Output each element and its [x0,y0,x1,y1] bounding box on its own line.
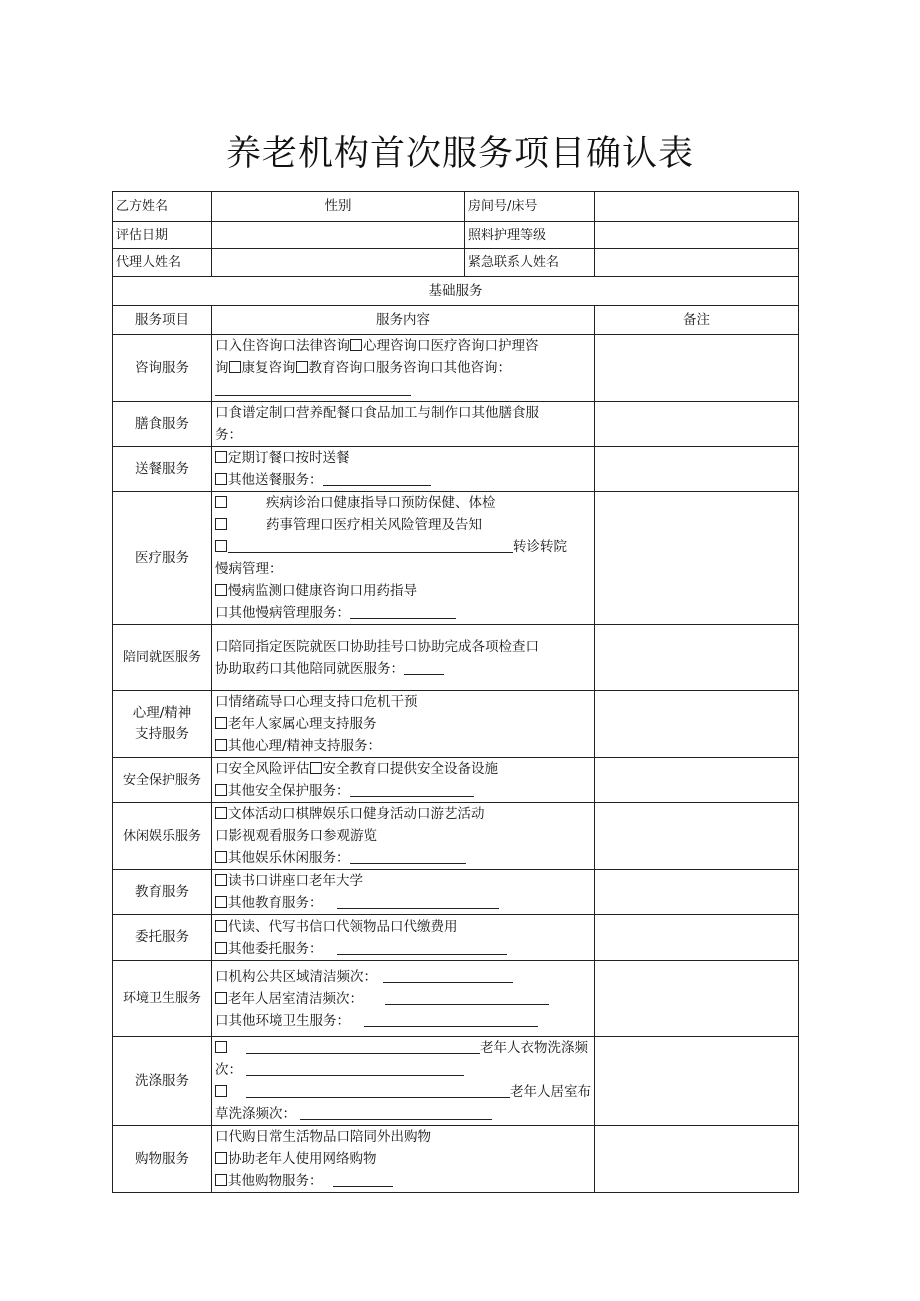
row-name-leisure: 休闲娱乐服务 [113,803,212,870]
room-cleaning-field[interactable] [385,990,549,1005]
agent-name-label: 代理人姓名 [113,249,212,277]
row-content-meal [212,402,595,447]
checkbox-other-psych[interactable] [215,739,227,751]
header-remark: 备注 [595,306,799,335]
section-title: 基础服务 [113,277,799,306]
table-row [113,625,799,691]
medical-line6: 口其他慢病管理服务： [215,605,350,621]
row-name-entrust: 委托服务 [113,915,212,961]
row-content-escort [212,625,595,691]
gender-label: 性别 [212,192,465,222]
shopping-line1: 口代购日常生活物品口陪同外出购物 [215,1129,431,1145]
row-name-shopping: 购物服务 [113,1126,212,1193]
table-row [113,803,799,870]
assess-date-label: 评估日期 [113,222,212,249]
checkbox-other-leisure[interactable] [215,851,227,863]
remark-medical[interactable] [595,492,799,625]
medical-line1: 疾病诊治口健康指导口预防保健、体检 [266,495,496,511]
delivery-other-field[interactable] [323,471,431,486]
row-content-consult [212,335,595,402]
shopping-other-field[interactable] [333,1172,393,1187]
safety-line2: 其他安全保护服务： [228,783,350,799]
remark-delivery[interactable] [595,447,799,492]
escort-line2: 协助取药口其他陪同就医服务： [215,660,404,677]
clothes-freq-field[interactable] [246,1061,464,1076]
table-row [113,758,799,803]
edu-line2: 其他教育服务： [228,895,323,911]
form-title: 养老机构首次服务项目确认表 [225,134,694,174]
psych-name-line2: 支持服务 [135,726,189,742]
shopping-line3: 其他购物服务： [228,1173,323,1189]
row-content-laundry [212,1037,595,1126]
remark-entrust[interactable] [595,915,799,961]
delivery-line2: 其他送餐服务： [228,472,323,488]
consult-other-field[interactable] [215,381,411,396]
assess-date-value[interactable] [212,222,465,249]
escort-other-field[interactable] [404,660,444,675]
consult-line2c: 教育咨询口服务咨询口其他咨询： [308,360,511,376]
row-content-leisure [212,803,595,870]
row-content-medical [212,492,595,625]
table-row [113,915,799,961]
checkbox-referral[interactable] [215,540,227,552]
row-name-laundry: 洗涤服务 [113,1037,212,1126]
hygiene-line2: 老年人居室清洁频次： [228,990,363,1007]
laundry-line4: 草洗涤频次： [215,1106,296,1122]
row-name-medical: 医疗服务 [113,492,212,625]
table-row [113,1126,799,1193]
table-row [113,961,799,1037]
row-name-safety: 安全保护服务 [113,758,212,803]
header-item: 服务项目 [113,306,212,335]
emergency-contact-value[interactable] [595,249,799,277]
leisure-line1: 文体活动口棋牌娱乐口健身活动口游艺活动 [228,806,485,822]
medical-line3: 转诊转院 [513,539,567,555]
room-bed-label: 房间号/床号 [465,192,595,222]
checkbox-sports-culture[interactable] [215,807,227,819]
consult-line2b: 康复咨询 [241,360,296,376]
service-confirmation-table [112,191,799,1193]
entrust-line2: 其他委托服务： [228,940,323,957]
room-bed-value[interactable] [595,192,799,222]
checkbox-pharmacy[interactable] [215,518,227,530]
row-name-escort: 陪同就医服务 [113,625,212,691]
care-level-label: 照料护理等级 [465,222,595,249]
remark-safety[interactable] [595,758,799,803]
checkbox-reading[interactable] [215,874,227,886]
checkbox-letters[interactable] [215,920,227,932]
edu-other-field[interactable] [337,894,499,909]
remark-escort[interactable] [595,625,799,691]
medical-line2: 药事管理口医疗相关风险管理及告知 [266,517,482,533]
emergency-contact-label: 紧急联系人姓名 [465,249,595,277]
entrust-line1: 代读、代写书信口代领物品口代缴费用 [228,918,458,935]
medical-line5: 慢病监测口健康咨询口用药指导 [228,583,417,599]
info-row-agent [113,249,799,277]
clothes-laundry-field[interactable] [246,1039,480,1054]
meal-line2: 务： [215,427,242,443]
row-content-shopping [212,1126,595,1193]
row-content-hygiene [212,961,595,1037]
agent-name-value[interactable] [212,249,465,277]
hygiene-other-field[interactable] [364,1012,538,1027]
checkbox-edu-consult[interactable] [296,361,308,373]
leisure-other-field[interactable] [350,849,466,864]
escort-line1: 口陪同指定医院就医口协助挂号口协助完成各项检查口 [215,638,539,655]
hygiene-line1: 口机构公共区域清洁频次： [215,968,377,985]
row-content-edu [212,870,595,915]
laundry-line2: 次： [215,1062,242,1078]
row-content-delivery [212,447,595,492]
checkbox-other-delivery[interactable] [215,473,227,485]
table-row [113,402,799,447]
table-row [113,1037,799,1126]
checkbox-bedding-laundry[interactable] [215,1085,227,1097]
checkbox-psych-consult[interactable] [350,339,362,351]
laundry-line3: 老年人居室布 [510,1084,591,1100]
care-level-value[interactable] [595,222,799,249]
checkbox-other-shopping[interactable] [215,1174,227,1186]
checkbox-family-support[interactable] [215,717,227,729]
psych-line1: 口情绪疏导口心理支持口危机干预 [215,694,418,710]
row-content-safety [212,758,595,803]
psych-line3: 其他心理/精神支持服务： [228,738,382,754]
table-row [113,691,799,758]
shopping-line2: 协助老年人使用网络购物 [228,1151,377,1167]
table-row [113,870,799,915]
meal-line1: 口食谱定制口营养配餐口食品加工与制作口其他膳食服 [215,405,539,421]
edu-line1: 读书口讲座口老年大学 [228,873,363,889]
checkbox-other-entrust[interactable] [215,942,227,954]
table-row [113,335,799,402]
row-name-edu: 教育服务 [113,870,212,915]
remark-psych[interactable] [595,691,799,758]
row-name-meal: 膳食服务 [113,402,212,447]
medical-line4: 慢病管理： [215,561,283,577]
remark-leisure[interactable] [595,803,799,870]
row-name-delivery: 送餐服务 [113,447,212,492]
safety-other-field[interactable] [350,782,474,797]
checkbox-rehab-consult[interactable] [229,361,241,373]
remark-hygiene[interactable] [595,961,799,1037]
hygiene-line3: 口其他环境卫生服务： [215,1012,350,1029]
checkbox-other-safety[interactable] [215,784,227,796]
section-row [113,277,799,306]
delivery-line1: 定期订餐口按时送餐 [228,450,350,466]
leisure-line3: 其他娱乐休闲服务： [228,850,350,866]
table-row [113,447,799,492]
checkbox-diagnosis[interactable] [215,496,227,508]
chronic-other-field[interactable] [350,604,456,619]
consult-line2a: 询 [215,360,229,376]
remark-consult[interactable] [595,335,799,402]
remark-meal[interactable] [595,402,799,447]
checkbox-other-edu[interactable] [215,896,227,908]
referral-field[interactable] [228,538,513,553]
checkbox-online-shopping[interactable] [215,1152,227,1164]
info-row-date [113,222,799,249]
row-name-hygiene: 环境卫生服务 [113,961,212,1037]
row-content-entrust [212,915,595,961]
consult-line1b: 心理咨询口医疗咨询口护理咨 [363,338,539,354]
row-content-psych [212,691,595,758]
laundry-line1: 老年人衣物洗涤频 [480,1040,588,1056]
checkbox-room-cleaning[interactable] [215,992,227,1004]
remark-edu[interactable] [595,870,799,915]
checkbox-chronic-monitor[interactable] [215,584,227,596]
bedding-freq-field[interactable] [300,1105,492,1120]
public-area-field[interactable] [383,968,513,983]
safety-line1a: 口安全风险评估 [215,761,310,777]
psych-name-line1: 心理/精神 [132,705,192,721]
checkbox-scheduled-meal[interactable] [215,451,227,463]
checkbox-clothes-laundry[interactable] [215,1041,227,1053]
header-content: 服务内容 [212,306,595,335]
bedding-laundry-field[interactable] [246,1083,510,1098]
leisure-line2: 口影视观看服务口参观游览 [215,828,377,844]
party-b-name-label: 乙方姓名 [113,192,212,222]
psych-line2: 老年人家属心理支持服务 [228,716,377,732]
row-name-consult: 咨询服务 [113,335,212,402]
entrust-other-field[interactable] [337,940,507,955]
header-row [113,306,799,335]
table-row [113,492,799,625]
checkbox-safety-edu[interactable] [310,762,322,774]
remark-shopping[interactable] [595,1126,799,1193]
info-row-name [113,192,799,222]
safety-line1b: 安全教育口提供安全设备设施 [322,761,498,777]
remark-laundry[interactable] [595,1037,799,1126]
consult-line1: 口入住咨询口法律咨询 [215,338,350,354]
row-name-psych [113,691,212,758]
